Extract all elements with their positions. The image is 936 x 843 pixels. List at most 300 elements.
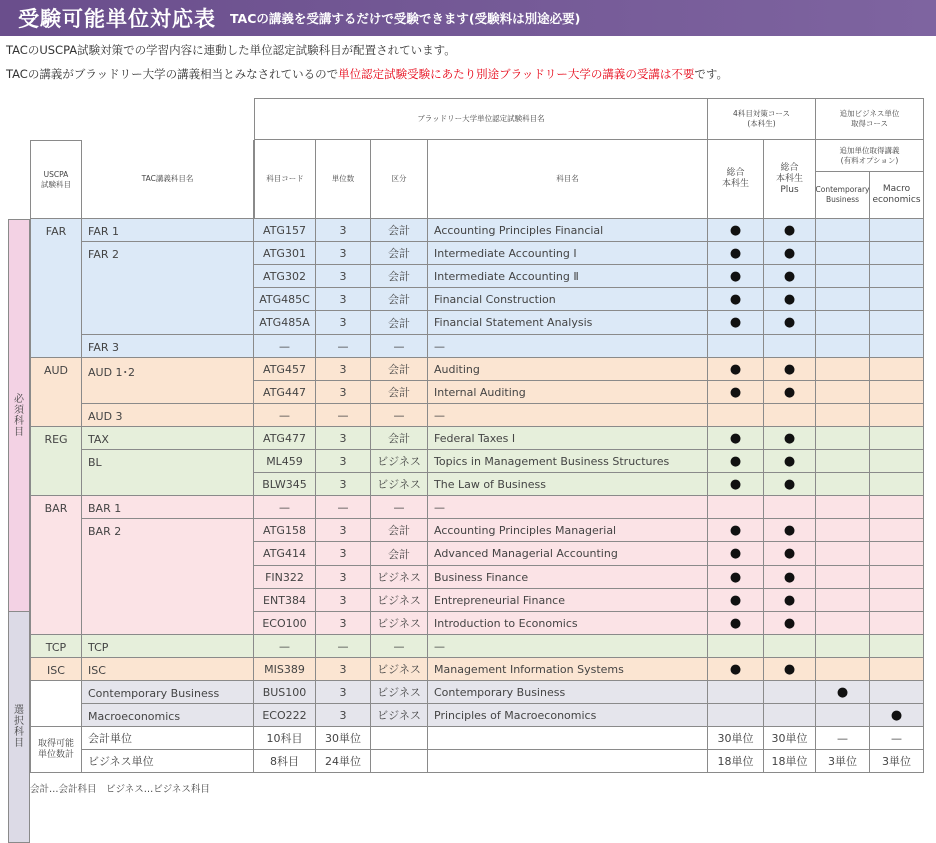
credit-units-text: 3 <box>339 570 347 584</box>
course-name-text: — <box>434 500 445 514</box>
category-text: ビジネス <box>377 455 421 468</box>
title-banner <box>0 0 936 36</box>
exam-subject-isc <box>30 658 82 681</box>
tac-course <box>82 496 254 519</box>
credit-units-text: — <box>337 408 349 422</box>
category-text: 会計 <box>388 386 410 399</box>
summary-value <box>870 750 924 773</box>
course-name <box>428 335 708 358</box>
coverage-mark-text: ● <box>729 315 742 330</box>
course-name-text: Accounting Principles Financial <box>434 223 604 237</box>
category-text: 会計 <box>388 432 410 445</box>
coverage-mark <box>708 358 764 381</box>
credit-units <box>316 381 371 404</box>
category <box>371 658 428 681</box>
course-name <box>428 542 708 566</box>
course-code <box>254 219 316 242</box>
coverage-mark <box>816 473 870 496</box>
coverage-mark <box>764 358 816 381</box>
credit-units <box>316 496 371 519</box>
coverage-mark <box>764 496 816 519</box>
category <box>371 265 428 288</box>
coverage-mark <box>870 335 924 358</box>
category-text: ビジネス <box>377 571 421 584</box>
coverage-mark-text: ● <box>783 615 796 631</box>
coverage-mark <box>816 404 870 427</box>
tac-course <box>82 427 254 450</box>
tac-course-text: TAX <box>88 433 109 446</box>
credit-units-text: 3 <box>339 223 347 237</box>
credit-units-text: 3 <box>339 685 347 699</box>
summary-units-text: 30単位 <box>325 732 361 745</box>
header-tac-text: TAC講義科目名 <box>141 174 194 183</box>
credit-units <box>316 288 371 311</box>
coverage-mark <box>708 681 764 704</box>
course-code <box>254 473 316 496</box>
coverage-mark <box>816 612 870 635</box>
course-code <box>254 358 316 381</box>
course-name <box>428 242 708 265</box>
category-text: 会計 <box>388 547 410 561</box>
coverage-mark <box>816 358 870 381</box>
coverage-mark-text: ● <box>783 476 796 492</box>
coverage-mark <box>708 288 764 311</box>
category <box>371 427 428 450</box>
group-label-1-text: 選 択 科 目 <box>14 705 24 749</box>
summary-value <box>764 727 816 750</box>
intro-line-2 <box>6 66 728 82</box>
summary-value <box>816 727 870 750</box>
credit-units-text: 3 <box>339 708 347 722</box>
header-honka-plus <box>764 140 816 219</box>
course-name <box>428 519 708 542</box>
category-text: 会計 <box>388 224 410 237</box>
tac-course-text: TCP <box>88 641 109 654</box>
course-code-text: ATG457 <box>263 362 306 376</box>
coverage-mark <box>708 566 764 589</box>
course-name-text: Topics in Management Business Structures <box>434 454 670 468</box>
exam-subject-isc-text: ISC <box>47 664 65 677</box>
credit-units-text: 3 <box>339 292 347 306</box>
course-name <box>428 589 708 612</box>
intro-line-1: TACのUSCPA試験対策での学習内容に連動した単位認定試験科目が配置されています。 <box>6 43 456 57</box>
coverage-mark <box>764 635 816 658</box>
coverage-mark-text: ● <box>783 315 796 330</box>
coverage-mark-text: ● <box>783 569 796 585</box>
course-code <box>254 450 316 473</box>
tac-course-text: FAR 3 <box>88 341 119 354</box>
header-honka-text: 総合 本科生 <box>721 168 749 189</box>
coverage-mark-text: ● <box>836 684 849 700</box>
credit-units-text: 3 <box>339 362 347 376</box>
tac-course <box>82 681 254 704</box>
coverage-mark <box>764 219 816 242</box>
category <box>371 704 428 727</box>
course-name <box>428 404 708 427</box>
exam-subject-aud-text: AUD <box>43 364 69 377</box>
tac-course <box>82 242 254 335</box>
course-code <box>254 635 316 658</box>
coverage-mark <box>870 288 924 311</box>
course-name-text: Auditing <box>434 362 480 376</box>
header-honka <box>708 140 764 219</box>
coverage-mark-text: ● <box>783 268 796 284</box>
coverage-mark <box>870 311 924 335</box>
header-name-text: 科目名 <box>556 174 579 183</box>
coverage-mark-text: ● <box>890 707 903 723</box>
course-code <box>254 658 316 681</box>
coverage-mark <box>764 335 816 358</box>
course-code <box>254 288 316 311</box>
coverage-mark <box>764 381 816 404</box>
course-name <box>428 496 708 519</box>
credit-units-text: 3 <box>339 523 347 537</box>
coverage-mark-text: ● <box>729 476 742 492</box>
coverage-mark <box>764 288 816 311</box>
credit-units <box>316 242 371 265</box>
summary-units-text: 24単位 <box>325 755 361 768</box>
course-name <box>428 381 708 404</box>
summary-value <box>870 727 924 750</box>
coverage-mark <box>708 658 764 681</box>
course-name-text: Intermediate Accounting Ⅱ <box>434 269 579 283</box>
course-name <box>428 311 708 335</box>
coverage-mark <box>764 566 816 589</box>
intro-line-2-highlight: 単位認定試験受験にあたり別途ブラッドリー大学の講義の受講は不要 <box>338 67 695 81</box>
tac-course <box>82 519 254 635</box>
course-name-text: — <box>434 639 445 653</box>
header-contemporary-text: Contemporary Business <box>816 185 870 204</box>
coverage-mark <box>870 496 924 519</box>
credit-units-text: 3 <box>339 547 347 560</box>
summary-count <box>254 750 316 773</box>
course-code <box>254 612 316 635</box>
category <box>371 358 428 381</box>
coverage-mark <box>708 335 764 358</box>
summary-value <box>764 750 816 773</box>
coverage-mark <box>816 704 870 727</box>
coverage-mark-text: ● <box>783 245 796 261</box>
coverage-mark-text: ● <box>783 430 796 446</box>
course-name-text: Introduction to Economics <box>434 616 578 630</box>
category-text: — <box>393 500 405 514</box>
group-label-0-text: 必 須 科 目 <box>14 393 24 438</box>
credit-units-text: — <box>337 639 349 653</box>
coverage-mark <box>764 311 816 335</box>
header-option-group-text: 追加単位取得講義 (有料オプション) <box>839 145 900 165</box>
header-units-text: 単位数 <box>331 174 355 183</box>
header-contemporary <box>816 172 870 219</box>
header-units <box>316 140 371 219</box>
course-code-text: — <box>279 408 290 422</box>
summary-value-text: 3単位 <box>882 755 911 768</box>
tac-course <box>82 335 254 358</box>
summary-value <box>708 750 764 773</box>
credit-units-text: 3 <box>339 316 347 329</box>
summary-count-text: 8科目 <box>270 755 299 768</box>
coverage-mark <box>870 473 924 496</box>
course-code <box>254 335 316 358</box>
tac-course-text: Contemporary Business <box>88 687 220 700</box>
coverage-mark <box>870 681 924 704</box>
course-code-text: ATG447 <box>263 385 306 399</box>
course-code-text: MIS389 <box>264 662 305 676</box>
credit-units-text: 3 <box>339 246 347 260</box>
course-name-text: Financial Statement Analysis <box>434 316 593 329</box>
credit-units <box>316 219 371 242</box>
header-bradley-group-text: ブラッドリー大学単位認定試験科目名 <box>417 114 545 123</box>
coverage-mark <box>870 265 924 288</box>
course-code-text: — <box>279 339 290 353</box>
course-code-text: ECO100 <box>262 616 307 630</box>
summary-count <box>254 727 316 750</box>
coverage-mark-text: ● <box>729 222 742 238</box>
coverage-mark <box>708 311 764 335</box>
category-text: ビジネス <box>377 686 421 699</box>
exam-subject-far <box>30 219 82 358</box>
course-name-text: Intermediate Accounting I <box>434 246 577 260</box>
summary-units <box>316 727 371 750</box>
coverage-mark <box>764 589 816 612</box>
category <box>371 519 428 542</box>
course-name <box>428 658 708 681</box>
category-text: ビジネス <box>377 709 421 722</box>
blank-cell <box>428 750 708 773</box>
coverage-mark <box>870 704 924 727</box>
coverage-mark <box>870 450 924 473</box>
credit-units <box>316 473 371 496</box>
course-code-text: ATG477 <box>263 431 306 445</box>
coverage-mark-text: ● <box>729 546 742 561</box>
credit-units <box>316 612 371 635</box>
exam-subject-aud <box>30 358 82 427</box>
coverage-mark <box>708 612 764 635</box>
group-label-1 <box>8 612 30 843</box>
credit-units-text: 3 <box>339 385 347 399</box>
header-bradley-group <box>254 98 708 140</box>
coverage-mark <box>708 242 764 265</box>
summary-value-text: 18単位 <box>717 755 754 768</box>
coverage-mark <box>870 589 924 612</box>
credit-units <box>316 358 371 381</box>
credit-units-text: — <box>337 500 349 514</box>
coverage-mark <box>708 404 764 427</box>
header-macro <box>870 172 924 219</box>
category <box>371 681 428 704</box>
course-name <box>428 450 708 473</box>
credit-units-text: 3 <box>339 269 347 283</box>
header-business-add-text: 追加ビジネス単位 取得コース <box>839 109 900 128</box>
category-text: 会計 <box>388 363 410 376</box>
course-name-text: Contemporary Business <box>434 685 566 699</box>
tac-course-text: AUD 1･2 <box>88 366 136 379</box>
coverage-mark <box>764 265 816 288</box>
summary-units <box>316 750 371 773</box>
course-name-text: Financial Construction <box>434 292 556 306</box>
coverage-mark <box>870 358 924 381</box>
coverage-mark-text: ● <box>729 245 742 261</box>
coverage-mark <box>816 542 870 566</box>
course-code <box>254 311 316 335</box>
course-code-text: ENT384 <box>263 593 306 607</box>
coverage-mark-text: ● <box>729 661 742 677</box>
tac-course-text: BAR 2 <box>88 525 122 538</box>
coverage-mark <box>870 427 924 450</box>
coverage-mark-text: ● <box>783 592 796 608</box>
coverage-mark-text: ● <box>729 522 742 538</box>
summary-value <box>816 750 870 773</box>
coverage-mark <box>816 265 870 288</box>
coverage-mark-text: ● <box>783 384 796 400</box>
header-honka-plus-text: 総合 本科生 Plus <box>775 162 803 195</box>
tac-course-text: Macroeconomics <box>88 710 181 723</box>
coverage-mark <box>816 311 870 335</box>
coverage-mark <box>870 635 924 658</box>
course-name <box>428 427 708 450</box>
category <box>371 450 428 473</box>
category <box>371 335 428 358</box>
course-code <box>254 404 316 427</box>
course-name-text: Internal Auditing <box>434 385 526 399</box>
credit-units <box>316 311 371 335</box>
credit-units <box>316 589 371 612</box>
course-name <box>428 612 708 635</box>
course-name-text: Federal Taxes I <box>434 431 516 445</box>
summary-value-text: 30単位 <box>771 732 808 745</box>
coverage-mark <box>764 681 816 704</box>
category <box>371 542 428 566</box>
summary-value-text: 18単位 <box>771 755 808 768</box>
category-text: 会計 <box>388 293 410 306</box>
coverage-mark <box>816 288 870 311</box>
tac-course-text: FAR 1 <box>88 225 119 238</box>
summary-label <box>30 727 82 773</box>
coverage-mark <box>816 242 870 265</box>
course-name-text: The Law of Business <box>434 477 546 491</box>
coverage-mark <box>764 612 816 635</box>
header-business-add <box>816 98 924 140</box>
exam-subject-tcp-text: TCP <box>45 641 67 654</box>
course-code <box>254 381 316 404</box>
category-text: — <box>393 339 405 353</box>
coverage-mark-text: ● <box>729 268 742 284</box>
coverage-mark-text: ● <box>783 546 796 561</box>
tac-course <box>82 358 254 404</box>
coverage-mark <box>708 542 764 566</box>
course-code-text: ATG485C <box>259 292 310 306</box>
category-text: — <box>393 639 405 653</box>
coverage-mark <box>870 404 924 427</box>
coverage-mark <box>870 542 924 566</box>
header-name <box>428 140 708 219</box>
course-code <box>254 704 316 727</box>
tac-course-text: FAR 2 <box>88 248 119 261</box>
course-name <box>428 635 708 658</box>
credit-units <box>316 427 371 450</box>
credit-units <box>316 704 371 727</box>
course-name <box>428 288 708 311</box>
course-code-text: ECO222 <box>262 708 307 722</box>
category <box>371 612 428 635</box>
course-code <box>254 496 316 519</box>
category <box>371 288 428 311</box>
tac-course <box>82 658 254 681</box>
credit-units-text: 3 <box>339 454 347 468</box>
coverage-mark <box>870 381 924 404</box>
category <box>371 219 428 242</box>
course-code-text: ATG302 <box>263 269 306 283</box>
summary-row-label <box>82 750 254 773</box>
footnote: 会計…会計科目 ビジネス…ビジネス科目 <box>30 784 210 795</box>
tac-course-text: AUD 3 <box>88 410 123 423</box>
credit-units <box>316 542 371 566</box>
credit-units <box>316 681 371 704</box>
tac-course-text: BAR 1 <box>88 502 122 515</box>
tac-course <box>82 704 254 727</box>
coverage-mark <box>816 450 870 473</box>
course-name-text: Principles of Macroeconomics <box>434 708 597 722</box>
category <box>371 496 428 519</box>
course-name <box>428 473 708 496</box>
course-code-text: BLW345 <box>262 477 307 491</box>
header-tac <box>82 140 254 219</box>
coverage-mark <box>816 681 870 704</box>
course-name <box>428 566 708 589</box>
coverage-mark <box>816 335 870 358</box>
credit-units <box>316 635 371 658</box>
course-name-text: Business Finance <box>434 570 529 584</box>
tac-course-text: BL <box>88 456 102 469</box>
course-name <box>428 681 708 704</box>
course-code <box>254 566 316 589</box>
category-text: ビジネス <box>377 594 421 607</box>
course-code-text: ATG158 <box>263 523 306 537</box>
credit-units-text: 3 <box>339 477 347 491</box>
category <box>371 566 428 589</box>
coverage-mark <box>764 704 816 727</box>
credit-units <box>316 658 371 681</box>
coverage-mark <box>708 519 764 542</box>
coverage-mark <box>816 381 870 404</box>
course-code-text: ATG414 <box>263 547 306 560</box>
tac-course <box>82 219 254 242</box>
course-name-text: Advanced Managerial Accounting <box>434 547 618 560</box>
exam-subject-tcp <box>30 635 82 658</box>
course-code <box>254 589 316 612</box>
coverage-mark <box>708 473 764 496</box>
course-name <box>428 358 708 381</box>
credit-units-text: — <box>337 339 349 353</box>
tac-course <box>82 404 254 427</box>
header-code-text: 科目コード <box>266 174 304 183</box>
credit-units <box>316 265 371 288</box>
coverage-mark <box>870 219 924 242</box>
coverage-mark <box>764 404 816 427</box>
coverage-mark-text: ● <box>783 661 796 677</box>
coverage-mark <box>816 589 870 612</box>
coverage-mark <box>708 704 764 727</box>
coverage-mark-text: ● <box>729 384 742 400</box>
summary-value <box>708 727 764 750</box>
coverage-mark <box>816 496 870 519</box>
category <box>371 381 428 404</box>
coverage-mark <box>708 427 764 450</box>
exam-subject-bar <box>30 496 82 635</box>
coverage-mark <box>708 496 764 519</box>
coverage-mark <box>816 519 870 542</box>
coverage-mark-text: ● <box>783 522 796 538</box>
header-uscpa-text: USCPA 試験科目 <box>41 169 71 189</box>
